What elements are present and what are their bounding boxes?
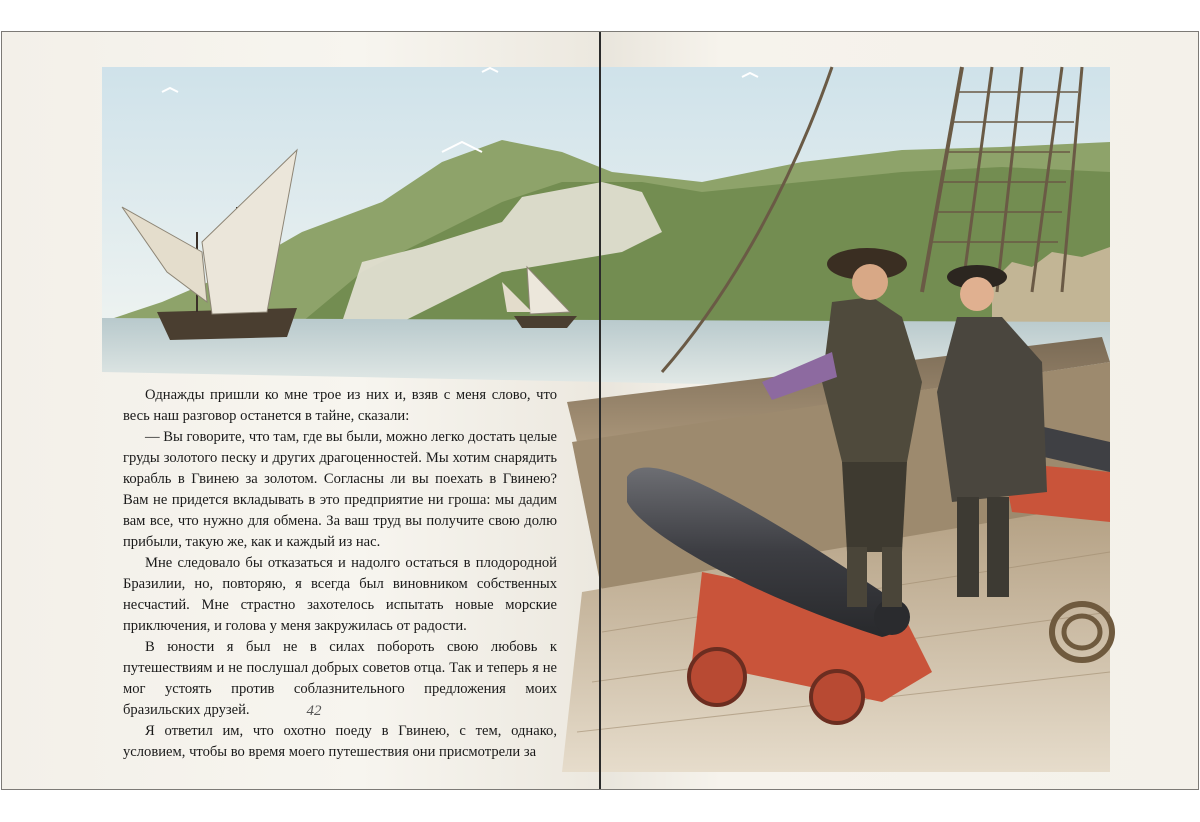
paragraph: Мне следовало бы отказаться и надолго остаться в плодородной Бразилии, но, повторяю, я всегда был виновником собственных несчастий. Мне страстно захотелось испытать новые морские приключения, и голова у меня закружилась от радости. bbox=[123, 555, 557, 634]
body-text bbox=[123, 385, 557, 763]
paragraph: — Вы говорите, что там, где вы были, можно легко достать целые груды золотого песку и других драгоценностей. Мы хотим снарядить корабль в Гвинею за золотом. Согласны ли вы поехать в Гвинею? Вам не придется вкладывать в это предприятие ни гроша: мы дадим вам все, что нужно для обмена. За ваш труд вы получите свою долю прибыли, такую же, как и каждый из нас. bbox=[123, 429, 557, 550]
book-gutter bbox=[599, 32, 601, 789]
paragraph: В юности я был не в силах побороть свою любовь к путешествиям и не послушал добрых советов отца. Так и теперь я не мог устоять против соблазнительного предложения моих бразильских друзей. bbox=[123, 639, 557, 718]
book-spread bbox=[1, 31, 1199, 790]
page-number: 42 bbox=[306, 703, 322, 719]
paragraph: Однажды пришли ко мне трое из них и, взяв с меня слово, что весь наш разговор останется в тайне, сказали: bbox=[123, 387, 557, 424]
paragraph: Я ответил им, что охотно поеду в Гвинею, с тем, однако, условием, чтобы во время моего путешествия они присмотрели за bbox=[123, 723, 557, 760]
